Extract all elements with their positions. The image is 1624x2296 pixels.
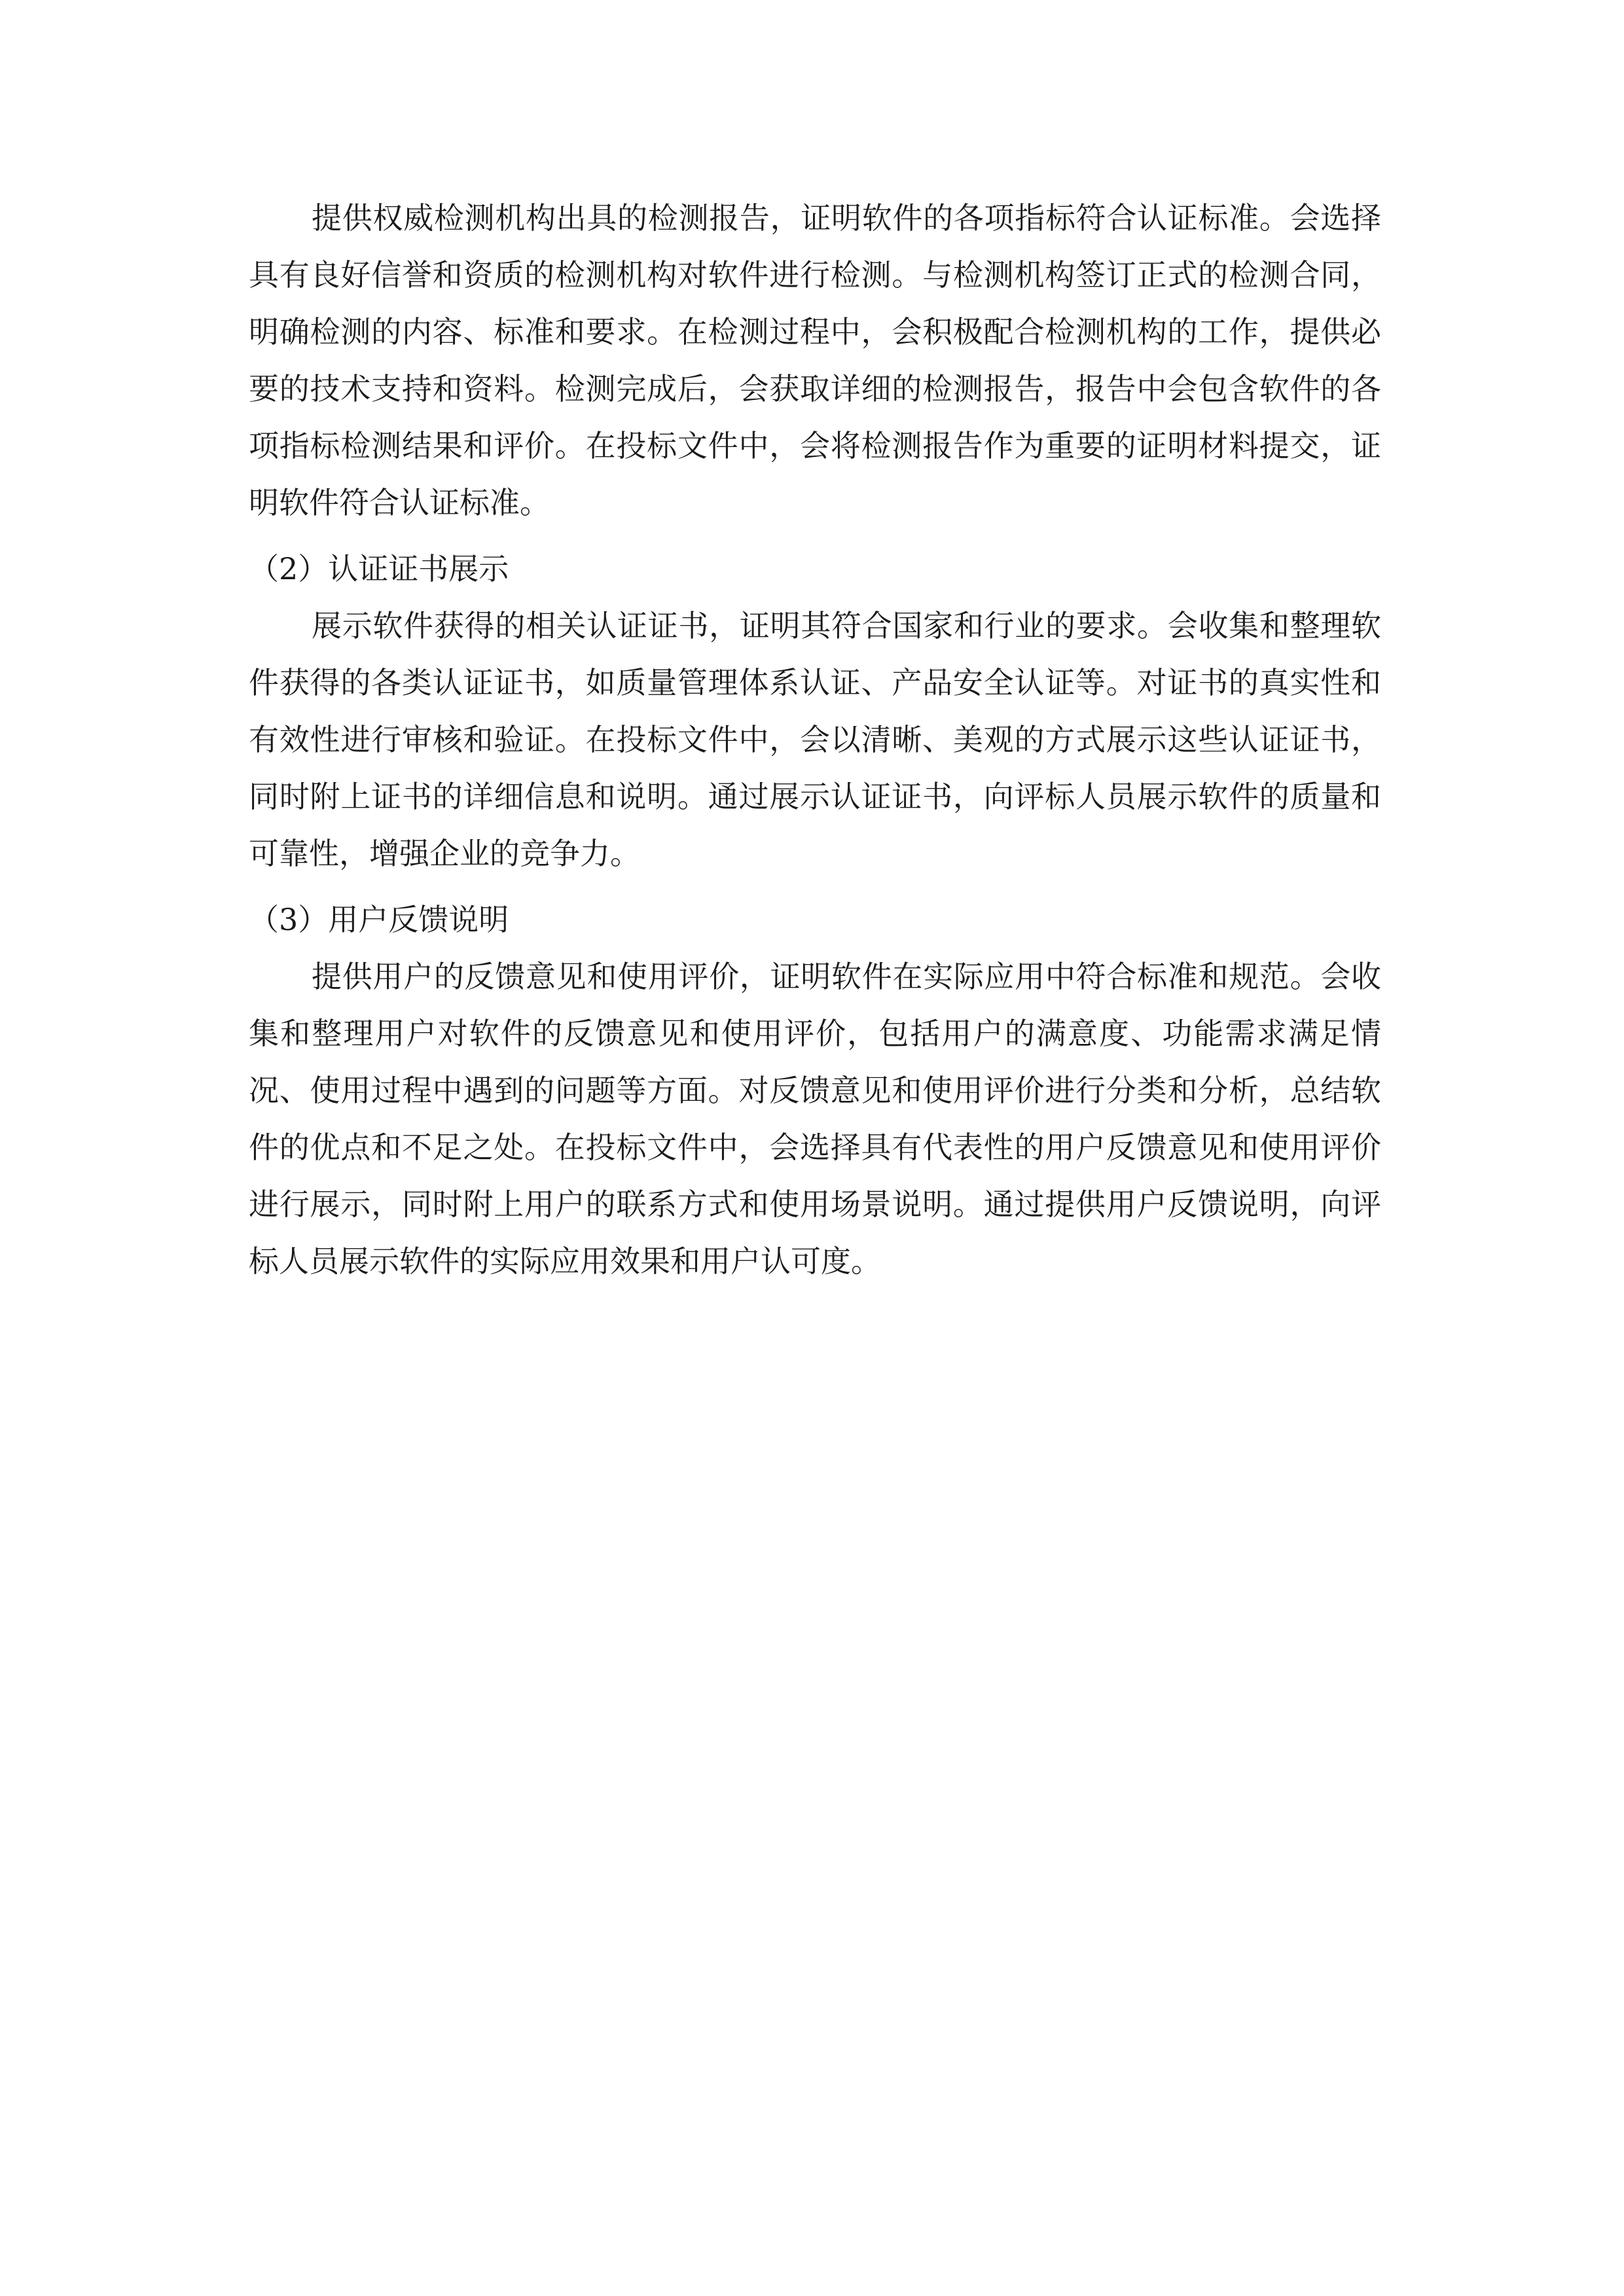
- document-body: [249, 190, 1381, 1290]
- section-heading-certificates: （2）认证证书展示: [249, 551, 509, 586]
- paragraph-user-feedback: 提供用户的反馈意见和使用评价，证明软件在实际应用中符合标准和规范。会收集和整理用户对软件的反馈意见和使用评价，包括用户的满意度、功能需求满足情况、使用过程中遇到的问题等方面。对反馈意见和使用评价进行分类和分析，总结软件的优点和不足之处。在投标文件中，会选择具有代表性的用户反馈意见和使用评价进行展示，同时附上用户的联系方式和使用场景说明。通过提供用户反馈说明，向评标人员展示软件的实际应用效果和用户认可度。: [249, 959, 1381, 1279]
- paragraph-test-report: 提供权威检测机构出具的检测报告，证明软件的各项指标符合认证标准。会选择具有良好信誉和资质的检测机构对软件进行检测。与检测机构签订正式的检测合同，明确检测的内容、标准和要求。在检测过程中，会积极配合检测机构的工作，提供必要的技术支持和资料。检测完成后，会获取详细的检测报告，报告中会包含软件的各项指标检测结果和评价。在投标文件中，会将检测报告作为重要的证明材料提交，证明软件符合认证标准。: [249, 200, 1381, 520]
- section-heading-user-feedback: （3）用户反馈说明: [249, 902, 509, 937]
- paragraph-certificates: 展示软件获得的相关认证证书，证明其符合国家和行业的要求。会收集和整理软件获得的各类认证证书，如质量管理体系认证、产品安全认证等。对证书的真实性和有效性进行审核和验证。在投标文件中，会以清晰、美观的方式展示这些认证证书，同时附上证书的详细信息和说明。通过展示认证证书，向评标人员展示软件的质量和可靠性，增强企业的竞争力。: [249, 608, 1381, 871]
